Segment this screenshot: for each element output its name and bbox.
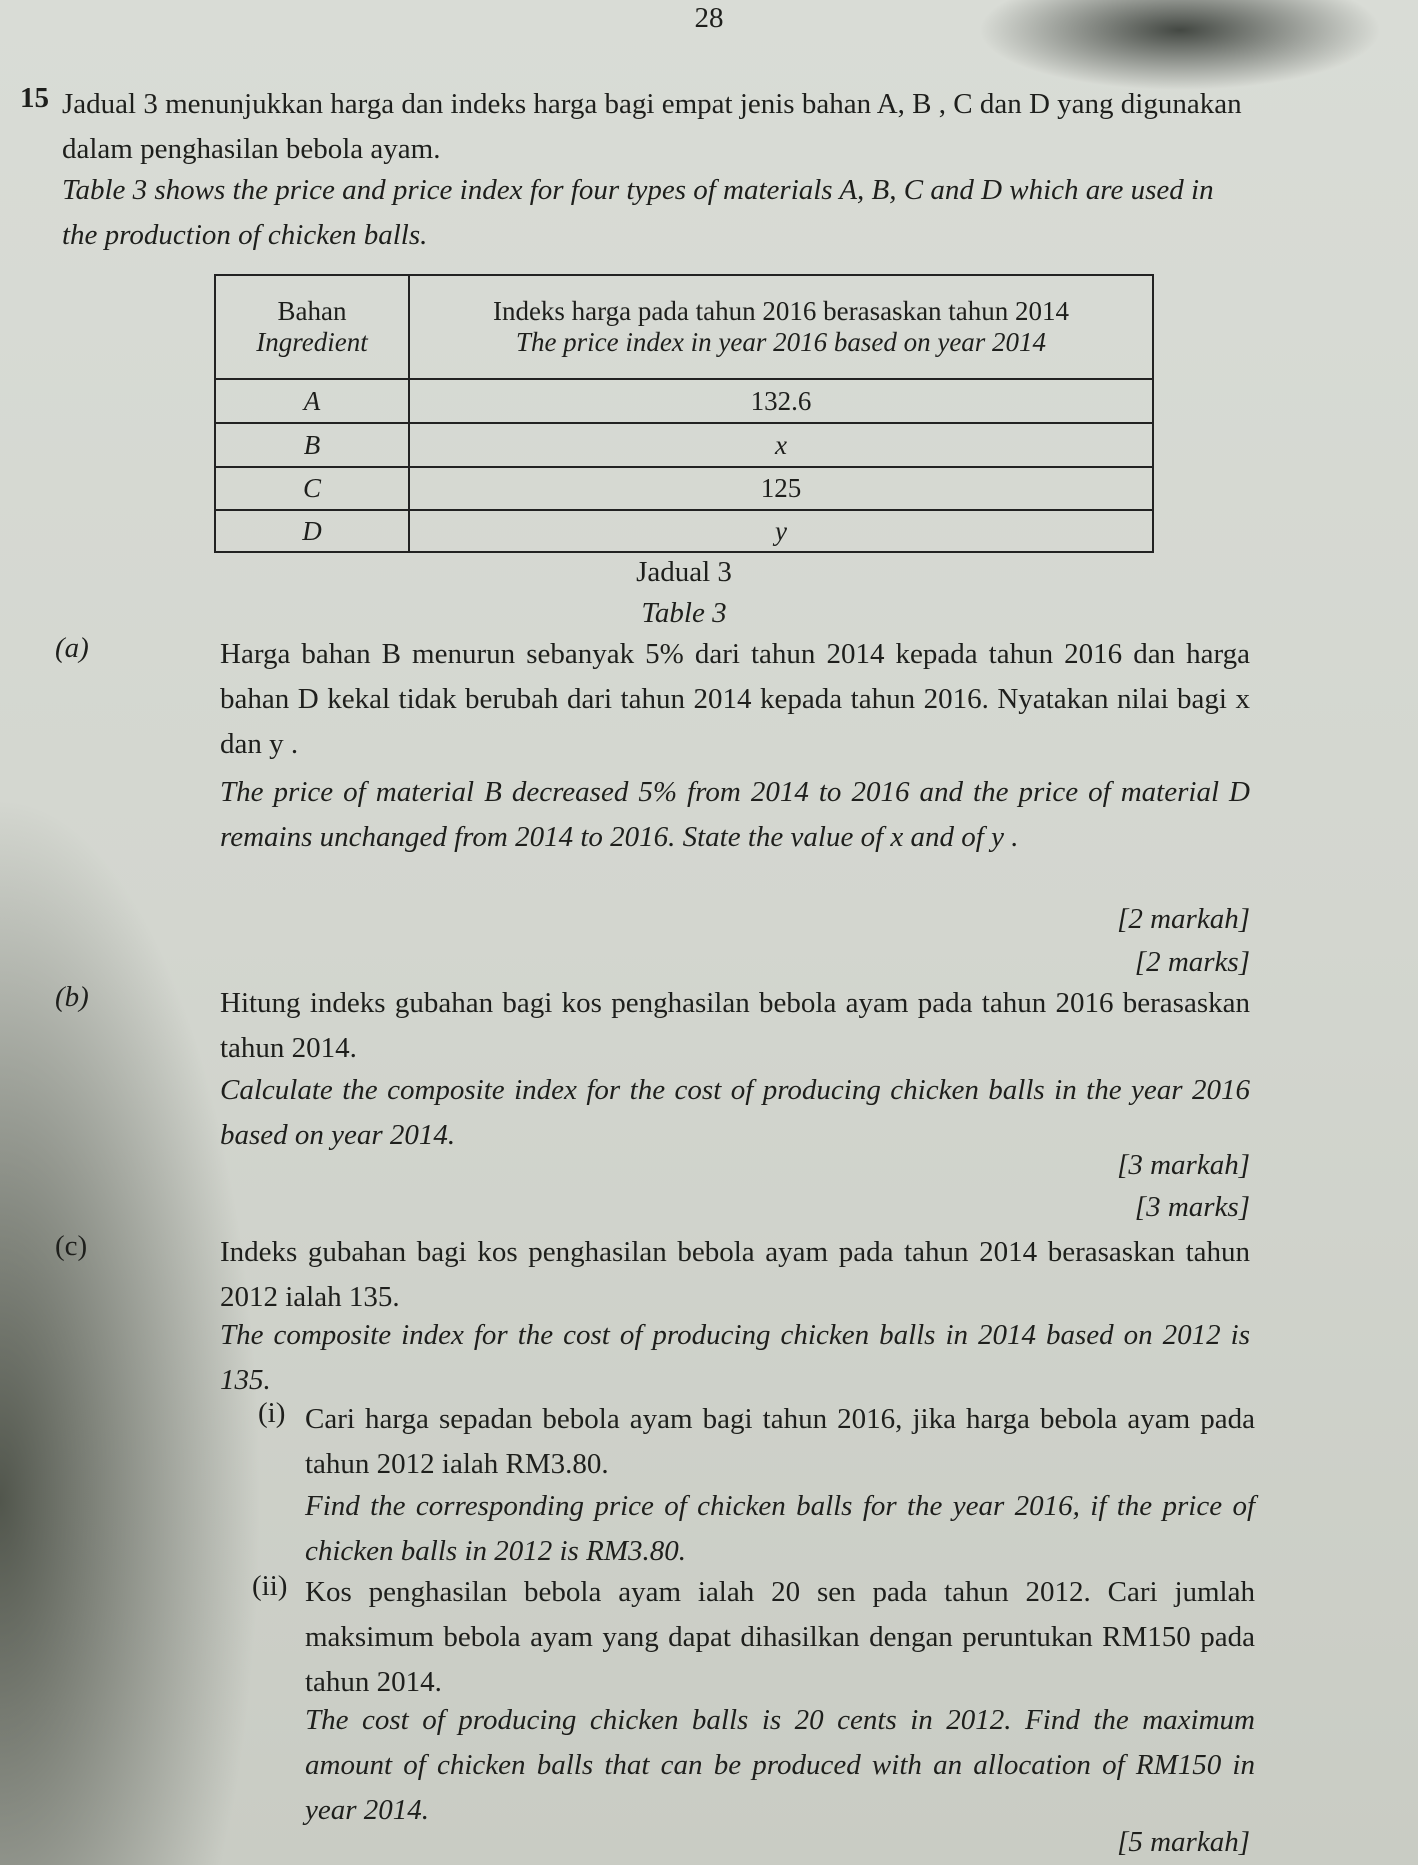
header-ingredient-en: Ingredient bbox=[256, 327, 368, 357]
part-c-i-label: (i) bbox=[258, 1397, 286, 1429]
ingredient-cell: A bbox=[215, 379, 409, 423]
ingredient-cell: D bbox=[215, 510, 409, 552]
part-c-ii-malay: Kos penghasilan bebola ayam ialah 20 sen pada tahun 2012. Cari jumlah maksimum bebola ayam yang dapat dihasilkan dengan peruntukan RM150 pada tahun 2014. bbox=[305, 1576, 1255, 1698]
part-b-marks-ms: [3 markah] bbox=[1117, 1149, 1250, 1181]
index-cell: y bbox=[409, 510, 1153, 552]
intro-english: Table 3 shows the price and price index for four types of materials A, B, C and D which are used in the production of chicken balls. bbox=[62, 174, 1214, 251]
ingredient-cell: C bbox=[215, 467, 409, 510]
table-row bbox=[215, 510, 1153, 552]
question-number: 15 bbox=[20, 82, 49, 114]
part-c-i-english: Find the corresponding price of chicken balls for the year 2016, if the price of chicken balls in 2012 is RM3.80. bbox=[305, 1490, 1255, 1567]
part-c-i-malay: Cari harga sepadan bebola ayam bagi tahun 2016, jika harga bebola ayam pada tahun 2012 ialah RM3.80. bbox=[305, 1403, 1255, 1480]
part-c-ii-english: The cost of producing chicken balls is 20 cents in 2012. Find the maximum amount of chicken balls that can be produced with an allocation of RM150 in year 2014. bbox=[305, 1704, 1255, 1826]
index-cell: x bbox=[409, 423, 1153, 467]
part-b-malay: Hitung indeks gubahan bagi kos penghasilan bebola ayam pada tahun 2016 berasaskan tahun 2014. bbox=[220, 987, 1250, 1064]
header-ingredient-ms: Bahan bbox=[277, 296, 347, 326]
part-c-label: (c) bbox=[55, 1230, 88, 1262]
header-index bbox=[409, 275, 1153, 379]
ingredient-cell: B bbox=[215, 423, 409, 467]
table-row bbox=[215, 467, 1153, 510]
part-a-marks-en: [2 marks] bbox=[1134, 946, 1250, 978]
table-row bbox=[215, 423, 1153, 467]
part-c-english: The composite index for the cost of producing chicken balls in 2014 based on 2012 is 135. bbox=[220, 1319, 1250, 1396]
table-caption-en: Table 3 bbox=[641, 597, 727, 629]
table-caption-ms: Jadual 3 bbox=[636, 556, 732, 588]
part-c-ii-label: (ii) bbox=[252, 1570, 288, 1602]
part-a-english: The price of material B decreased 5% from 2014 to 2016 and the price of material D remains unchanged from 2014 to 2016. State the value of x and of y . bbox=[220, 776, 1250, 853]
part-a-malay: Harga bahan B menurun sebanyak 5% dari tahun 2014 kepada tahun 2016 dan harga bahan D kekal tidak berubah dari tahun 2014 kepada tahun 2016. Nyatakan nilai bagi x dan y . bbox=[220, 638, 1250, 760]
part-a-marks-ms: [2 markah] bbox=[1117, 903, 1250, 935]
index-cell: 132.6 bbox=[409, 379, 1153, 423]
index-cell: 125 bbox=[409, 467, 1153, 510]
page-number: 28 bbox=[694, 2, 724, 34]
header-ingredient bbox=[215, 275, 409, 379]
header-index-ms: Indeks harga pada tahun 2016 berasaskan tahun 2014 bbox=[492, 296, 1070, 326]
part-a-label: (a) bbox=[55, 632, 89, 664]
part-c-ii-marks-ms: [5 markah] bbox=[1117, 1826, 1250, 1858]
part-c-malay: Indeks gubahan bagi kos penghasilan bebola ayam pada tahun 2014 berasaskan tahun 2012 ialah 135. bbox=[220, 1236, 1250, 1313]
header-index-en: The price index in year 2016 based on year 2014 bbox=[515, 327, 1047, 357]
table-row bbox=[215, 379, 1153, 423]
price-index-table bbox=[214, 274, 1154, 553]
intro-malay: Jadual 3 menunjukkan harga dan indeks harga bagi empat jenis bahan A, B , C dan D yang digunakan dalam penghasilan bebola ayam. bbox=[62, 88, 1242, 165]
part-b-marks-en: [3 marks] bbox=[1134, 1191, 1250, 1223]
part-b-english: Calculate the composite index for the cost of producing chicken balls in the year 2016 based on year 2014. bbox=[220, 1074, 1250, 1151]
part-b-label: (b) bbox=[55, 981, 89, 1013]
